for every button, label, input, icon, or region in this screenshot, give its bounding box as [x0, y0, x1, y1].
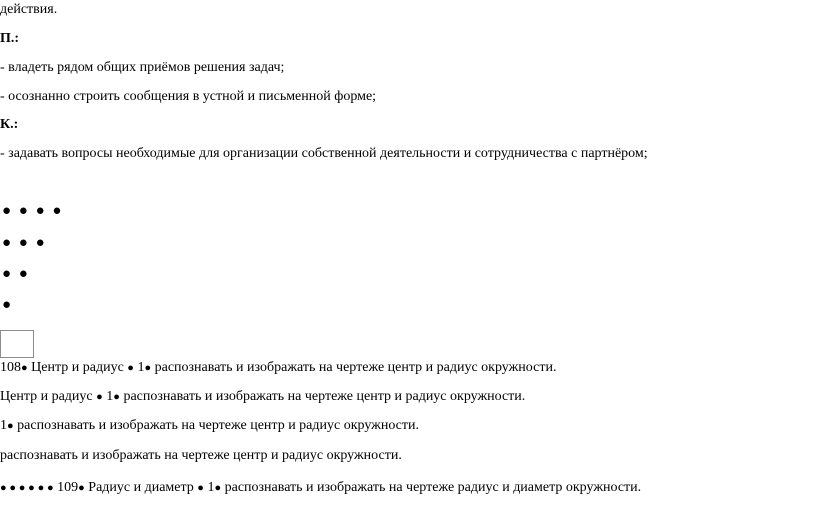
- topic-description: распознавать и изображать на чертеже радиус и диаметр окружности.: [224, 480, 642, 495]
- topic-description: распознавать и изображать на чертеже центр и радиус окружности.: [154, 360, 557, 375]
- bullet-icon: ●: [78, 482, 85, 494]
- text-line: действия.: [0, 2, 58, 17]
- bullet-icon: ●: [214, 482, 222, 494]
- level-number: 1: [0, 418, 7, 433]
- bullet-row: ● ●: [2, 266, 30, 282]
- item-number: 108: [0, 360, 21, 375]
- text-line-109: [0, 480, 641, 496]
- topic-description: распознавать и изображать на чертеже центр и радиус окружности.: [0, 448, 402, 463]
- bullet-row: ● ● ● ● ● ●: [0, 482, 54, 494]
- text-line-level-1: [0, 418, 419, 434]
- text-line-description: [0, 448, 402, 464]
- text-line: - задавать вопросы необходимые для организации собственной деятельности и сотрудничества с партнёром;: [0, 146, 648, 161]
- topic-title: Радиус и диаметр: [88, 480, 194, 495]
- text-line: - осознанно строить сообщения в устной и письменной форме;: [0, 89, 377, 104]
- topic-title: Центр и радиус: [31, 360, 124, 375]
- level-number: 1: [106, 389, 114, 404]
- bullet-row: ● ● ●: [2, 235, 47, 251]
- level-number: 1: [137, 360, 145, 375]
- topic-title: Центр и радиус: [0, 389, 93, 404]
- text-line-center-radius: [0, 389, 525, 405]
- bullet-icon: ●: [113, 391, 120, 403]
- text-line-108: [0, 360, 556, 376]
- bullet-icon: ●: [7, 420, 14, 432]
- bullet-icon: ●: [96, 391, 103, 403]
- section-heading-p: П.:: [0, 31, 20, 46]
- topic-description: распознавать и изображать на чертеже центр и радиус окружности.: [17, 418, 419, 433]
- bullet-icon: ●: [144, 362, 152, 374]
- bullet-icon: ●: [127, 362, 134, 374]
- bullet-icon: ●: [197, 482, 204, 494]
- text-line: - владеть рядом общих приёмов решения задач;: [0, 60, 285, 75]
- level-number: 1: [207, 480, 215, 495]
- bullet-row: ● ● ● ●: [2, 203, 64, 219]
- item-number: 109: [57, 480, 79, 495]
- topic-description: распознавать и изображать на чертеже центр и радиус окружности.: [123, 389, 526, 404]
- bullet-icon: ●: [21, 362, 28, 374]
- bullet-row: ●: [2, 297, 14, 313]
- empty-box: [0, 330, 34, 358]
- section-heading-k: К.:: [0, 117, 19, 132]
